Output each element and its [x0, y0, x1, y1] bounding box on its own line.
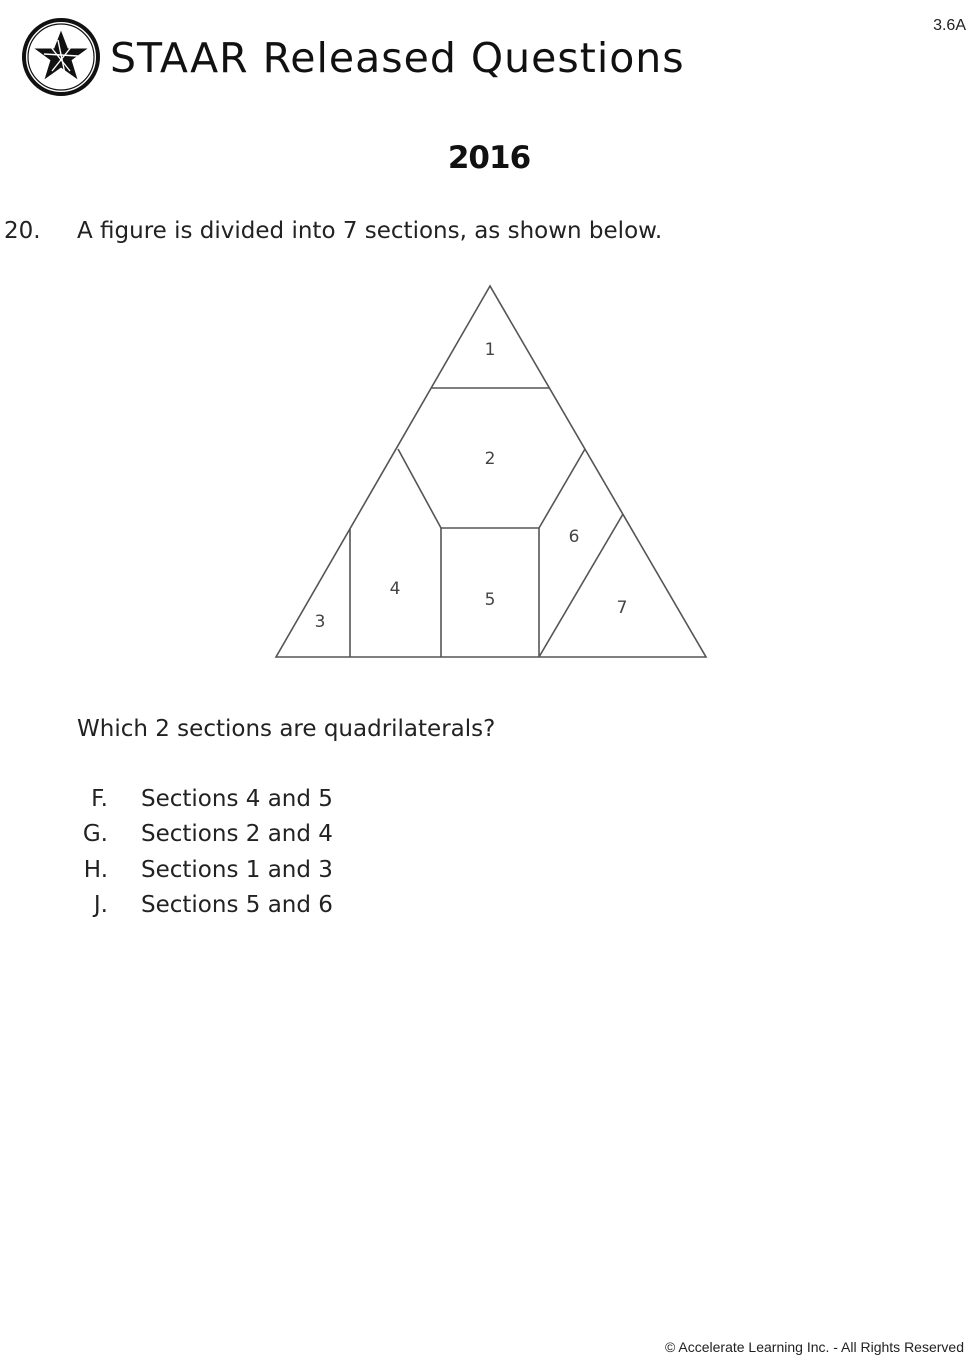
question-number: 20.: [4, 218, 41, 244]
choice-g[interactable]: [70, 817, 333, 853]
section-label-7: 7: [616, 598, 628, 618]
section-label-3: 3: [314, 612, 326, 632]
section-label-1: 1: [484, 340, 496, 360]
outer-triangle: [276, 286, 706, 657]
section-7-left-edge: [539, 514, 623, 657]
section-label-4: 4: [389, 579, 401, 599]
answer-choices: [70, 781, 333, 923]
choice-letter: F.: [91, 785, 108, 812]
question-prompt: Which 2 sections are quadrilaterals?: [77, 716, 496, 742]
page-title: STAAR Released Questions: [110, 34, 685, 82]
section-label-5: 5: [484, 590, 496, 610]
section-label-6: 6: [568, 527, 580, 547]
year-heading: 2016: [447, 140, 531, 176]
question-stem: A figure is divided into 7 sections, as shown below.: [77, 218, 663, 244]
choice-h[interactable]: [70, 852, 333, 888]
copyright-footer: © Accelerate Learning Inc. - All Rights Reserved: [664, 1339, 964, 1355]
section-label-2: 2: [484, 449, 496, 469]
choice-letter: H.: [83, 856, 108, 883]
choice-letter: G.: [82, 821, 108, 848]
choice-f[interactable]: [70, 781, 333, 817]
choice-text: Sections 4 and 5: [141, 785, 333, 812]
choice-text: Sections 2 and 4: [141, 821, 333, 848]
section-2-left-lower-edge: [398, 449, 441, 528]
section-2-right-lower-edge: [539, 449, 585, 528]
star-circle-logo-icon: [20, 16, 102, 98]
standard-code: 3.6A: [933, 17, 966, 34]
choice-letter: J.: [93, 892, 108, 919]
choice-text: Sections 1 and 3: [141, 856, 333, 883]
choice-j[interactable]: [70, 888, 333, 924]
choice-text: Sections 5 and 6: [141, 892, 333, 919]
